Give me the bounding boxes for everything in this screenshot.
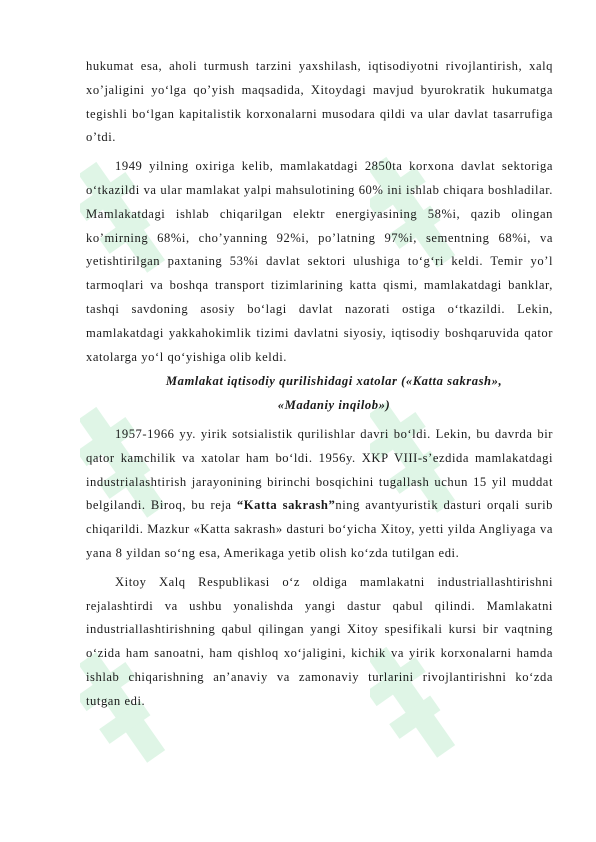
paragraph-1: hukumat esa, aholi turmush tarzini yaxshilash, iqtisodiyotni rivojlantirish, xalq xo’jaligini yo‘lga qo’yish maqsadida, Xitoydagi mavjud byurokratik hukumatga tegishli bo‘lgan kapitalistik korxonalarni musodara qildi va ular davlat tasarrufiga o’tdi. — [86, 59, 553, 145]
katta-sakrash-term: “Katta sakrash” — [236, 498, 336, 513]
paragraph-2: 1949 yilning oxiriga kelib, mamlakatdagi 2850ta korxona davlat sektoriga o‘tkazildi va ular mamlakat yalpi mahsulotining 60% ini ishlab chiqara boshladilar. Mamlakatdagi ishlab chiqarilgan elektr energiyasining 58%i, qazib olingan ko’mirning 68%i, cho’yanning 92%i, po’latning 97%i, sementning 68%i, va yetishtirilgan paxtaning 53%i davlat sektori ulushiga to‘g‘ri keldi. Temir yo’l tarmoqlari va boshqa transport tizimlarining katta qismi, mamlakatdagi banklar, tashqi savdoning asosiy bo‘lagi davlat nazorati ostiga o‘tkazildi. Lekin, mamlakatdagi yakkahokimlik tizimi davlatni siyosiy, iqtisodiy boshqaruvida qator xatolarga yo‘l qo‘yishiga olib keldi. — [86, 159, 553, 364]
paragraph-3 — [86, 423, 553, 566]
paragraph-3-start: 1957-1966 yy. yirik sotsialistik qurilishlar davri bo‘ldi. Lekin, bu davrda bir qator kamchilik va xatolar ham bo‘ldi. 1956y. XKP VIII-s’ezdida mamlakatdagi industrialashtirish jarayonining birinchi bosqichini tugallash uchun 15 yil muddat belgilandi. Biroq, bu reja — [86, 426, 553, 513]
section-heading — [86, 370, 553, 418]
section-heading-line-1: Mamlakat iqtisodiy qurilishidagi xatolar («Katta sakrash», — [165, 374, 503, 389]
paragraph-3-end: ning avantyuristik dasturi orqali surib chiqarildi. Mazkur «Katta sakrash» dasturi bo‘yicha Xitoy, yetti yilda Angliyaga va yana 8 yildan so‘ng esa, Amerikaga yetib olish ko‘zda tutilgan edi. — [86, 498, 554, 560]
section-heading-line-2: «Madaniy inqilob») — [277, 398, 391, 413]
body-text — [86, 55, 553, 714]
paragraph-4: Xitoy Xalq Respublikasi o‘z oldiga mamlakatni industriallashtirishni rejalashtirdi va ushbu yonalishda yangi dastur qabul qilindi. Mamlakatni industriallashtirishning qabul qilingan yangi Xitoy spesifikali kursi bir vaqtning o‘zida ham sanoatni, ham qishloq xo‘jaligini, kichik va yirik korxonalarni hamda ishlab chiqarishning an’anaviy va zamonaviy turlarini rivojlantirishni ko‘zda tutgan edi. — [86, 574, 553, 708]
